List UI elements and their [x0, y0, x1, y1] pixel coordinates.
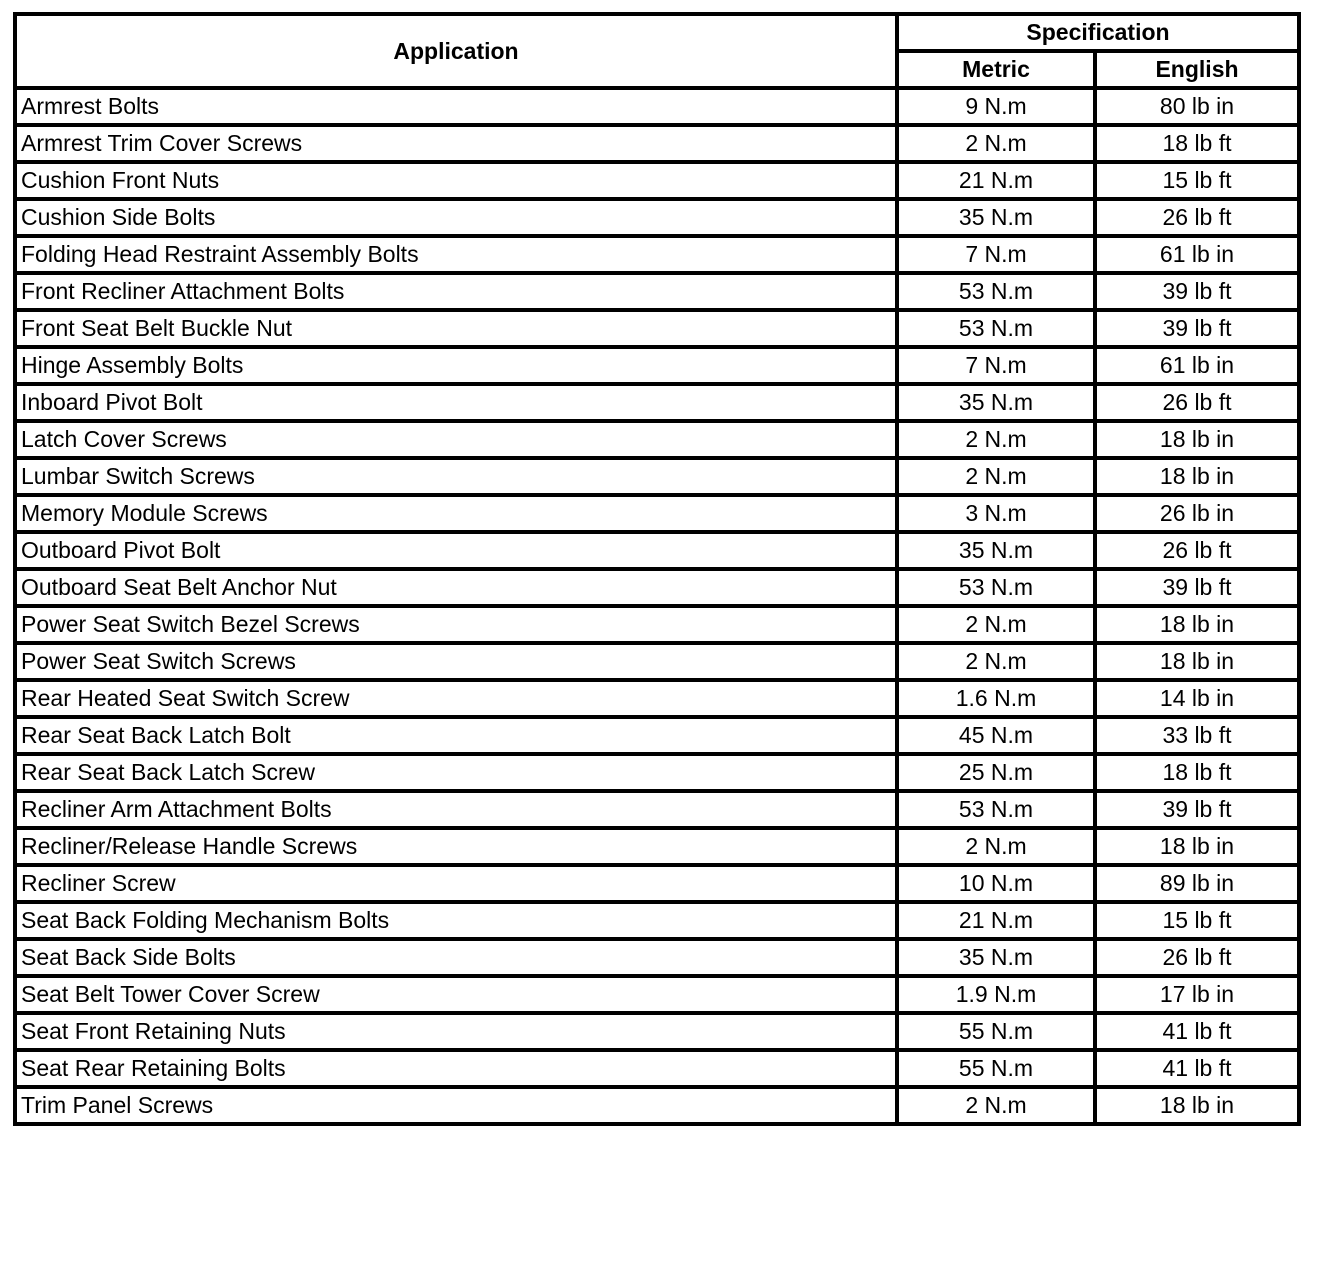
english-cell: 18 lb in [1095, 606, 1299, 643]
english-cell: 33 lb ft [1095, 717, 1299, 754]
table-row [15, 162, 1299, 199]
english-cell: 26 lb ft [1095, 532, 1299, 569]
metric-cell: 7 N.m [897, 347, 1095, 384]
metric-cell: 53 N.m [897, 310, 1095, 347]
application-cell: Seat Back Side Bolts [15, 939, 897, 976]
english-cell: 15 lb ft [1095, 902, 1299, 939]
metric-cell: 9 N.m [897, 88, 1095, 125]
application-cell: Rear Seat Back Latch Bolt [15, 717, 897, 754]
english-cell: 18 lb in [1095, 421, 1299, 458]
application-cell: Seat Belt Tower Cover Screw [15, 976, 897, 1013]
application-cell: Front Recliner Attachment Bolts [15, 273, 897, 310]
header-row-top [15, 14, 1299, 51]
application-cell: Armrest Bolts [15, 88, 897, 125]
application-cell: Seat Front Retaining Nuts [15, 1013, 897, 1050]
english-cell: 61 lb in [1095, 347, 1299, 384]
table-body [15, 88, 1299, 1124]
english-cell: 39 lb ft [1095, 791, 1299, 828]
metric-cell: 45 N.m [897, 717, 1095, 754]
table-row [15, 347, 1299, 384]
english-cell: 15 lb ft [1095, 162, 1299, 199]
table-row [15, 458, 1299, 495]
metric-header: Metric [897, 51, 1095, 88]
metric-cell: 55 N.m [897, 1013, 1095, 1050]
application-cell: Rear Seat Back Latch Screw [15, 754, 897, 791]
torque-spec-table [13, 12, 1301, 1126]
table-row [15, 495, 1299, 532]
english-cell: 61 lb in [1095, 236, 1299, 273]
english-cell: 18 lb in [1095, 828, 1299, 865]
table-row [15, 421, 1299, 458]
metric-cell: 2 N.m [897, 421, 1095, 458]
metric-cell: 53 N.m [897, 273, 1095, 310]
metric-cell: 1.9 N.m [897, 976, 1095, 1013]
application-cell: Hinge Assembly Bolts [15, 347, 897, 384]
application-cell: Cushion Front Nuts [15, 162, 897, 199]
english-cell: 18 lb ft [1095, 125, 1299, 162]
metric-cell: 2 N.m [897, 1087, 1095, 1124]
metric-cell: 21 N.m [897, 162, 1095, 199]
application-cell: Folding Head Restraint Assembly Bolts [15, 236, 897, 273]
english-cell: 18 lb ft [1095, 754, 1299, 791]
application-cell: Seat Rear Retaining Bolts [15, 1050, 897, 1087]
table-row [15, 976, 1299, 1013]
table-row [15, 791, 1299, 828]
application-cell: Rear Heated Seat Switch Screw [15, 680, 897, 717]
table-row [15, 236, 1299, 273]
application-cell: Trim Panel Screws [15, 1087, 897, 1124]
english-cell: 26 lb in [1095, 495, 1299, 532]
metric-cell: 7 N.m [897, 236, 1095, 273]
table-row [15, 384, 1299, 421]
table-row [15, 828, 1299, 865]
table-row [15, 606, 1299, 643]
table-row [15, 1050, 1299, 1087]
application-cell: Armrest Trim Cover Screws [15, 125, 897, 162]
english-cell: 39 lb ft [1095, 273, 1299, 310]
table-row [15, 310, 1299, 347]
metric-cell: 53 N.m [897, 569, 1095, 606]
english-cell: 39 lb ft [1095, 569, 1299, 606]
table-row [15, 643, 1299, 680]
metric-cell: 2 N.m [897, 458, 1095, 495]
english-cell: 18 lb in [1095, 458, 1299, 495]
application-cell: Power Seat Switch Screws [15, 643, 897, 680]
application-cell: Cushion Side Bolts [15, 199, 897, 236]
table-row [15, 199, 1299, 236]
application-cell: Seat Back Folding Mechanism Bolts [15, 902, 897, 939]
metric-cell: 35 N.m [897, 532, 1095, 569]
metric-cell: 2 N.m [897, 828, 1095, 865]
table-row [15, 88, 1299, 125]
application-cell: Inboard Pivot Bolt [15, 384, 897, 421]
metric-cell: 35 N.m [897, 384, 1095, 421]
metric-cell: 25 N.m [897, 754, 1095, 791]
application-cell: Outboard Pivot Bolt [15, 532, 897, 569]
english-cell: 80 lb in [1095, 88, 1299, 125]
english-cell: 26 lb ft [1095, 199, 1299, 236]
application-cell: Outboard Seat Belt Anchor Nut [15, 569, 897, 606]
english-cell: 18 lb in [1095, 1087, 1299, 1124]
table-row [15, 754, 1299, 791]
application-header: Application [15, 14, 897, 88]
english-cell: 41 lb ft [1095, 1050, 1299, 1087]
english-cell: 39 lb ft [1095, 310, 1299, 347]
metric-cell: 2 N.m [897, 643, 1095, 680]
table-row [15, 680, 1299, 717]
table-row [15, 939, 1299, 976]
application-cell: Memory Module Screws [15, 495, 897, 532]
metric-cell: 21 N.m [897, 902, 1095, 939]
table-row [15, 717, 1299, 754]
english-header: English [1095, 51, 1299, 88]
table-row [15, 273, 1299, 310]
metric-cell: 53 N.m [897, 791, 1095, 828]
specification-header: Specification [897, 14, 1299, 51]
table-row [15, 865, 1299, 902]
metric-cell: 1.6 N.m [897, 680, 1095, 717]
application-cell: Recliner Arm Attachment Bolts [15, 791, 897, 828]
application-cell: Latch Cover Screws [15, 421, 897, 458]
metric-cell: 55 N.m [897, 1050, 1095, 1087]
metric-cell: 2 N.m [897, 606, 1095, 643]
table-row [15, 569, 1299, 606]
application-cell: Recliner Screw [15, 865, 897, 902]
table-row [15, 1013, 1299, 1050]
metric-cell: 3 N.m [897, 495, 1095, 532]
english-cell: 14 lb in [1095, 680, 1299, 717]
english-cell: 26 lb ft [1095, 384, 1299, 421]
metric-cell: 35 N.m [897, 199, 1095, 236]
english-cell: 26 lb ft [1095, 939, 1299, 976]
application-cell: Lumbar Switch Screws [15, 458, 897, 495]
table-row [15, 125, 1299, 162]
metric-cell: 10 N.m [897, 865, 1095, 902]
table-row [15, 902, 1299, 939]
metric-cell: 35 N.m [897, 939, 1095, 976]
table-row [15, 532, 1299, 569]
application-cell: Power Seat Switch Bezel Screws [15, 606, 897, 643]
english-cell: 41 lb ft [1095, 1013, 1299, 1050]
english-cell: 18 lb in [1095, 643, 1299, 680]
application-cell: Recliner/Release Handle Screws [15, 828, 897, 865]
english-cell: 17 lb in [1095, 976, 1299, 1013]
english-cell: 89 lb in [1095, 865, 1299, 902]
metric-cell: 2 N.m [897, 125, 1095, 162]
table-row [15, 1087, 1299, 1124]
application-cell: Front Seat Belt Buckle Nut [15, 310, 897, 347]
